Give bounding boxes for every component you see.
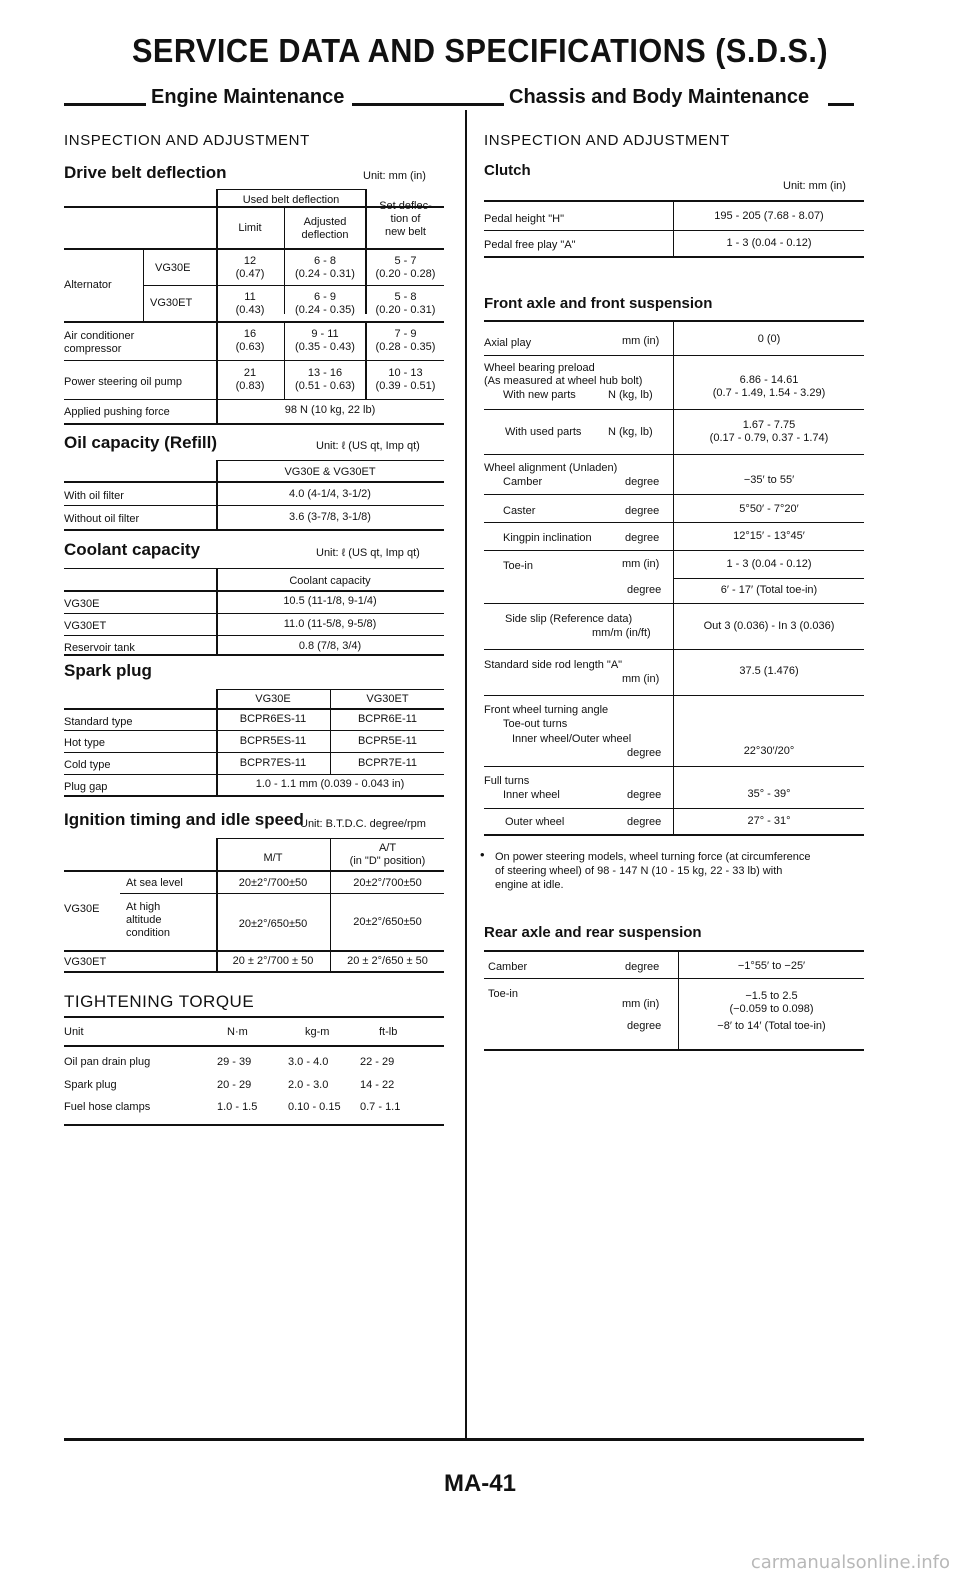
cell: BCPR7E-11 [357, 757, 418, 769]
ps-label: Power steering oil pump [64, 376, 183, 388]
cell: 5 - 7 (0.20 - 0.28) [375, 255, 436, 280]
divider [352, 103, 504, 106]
unit-label: degree [625, 532, 660, 544]
cell: 20 ± 2°/650 ± 50 [347, 955, 428, 967]
cell: BCPR5E-11 [357, 735, 418, 747]
unit-label: degree [627, 1020, 662, 1032]
unit-label: mm (in) [622, 558, 660, 570]
wbp-label: Wheel bearing preload (As measured at wheel hub bolt) [484, 362, 643, 387]
unit-label: degree [625, 505, 660, 517]
cell: 20±2°/650±50 [238, 918, 308, 930]
spark-col2: VG30ET [366, 693, 409, 705]
sea-label: At sea level [126, 877, 183, 889]
right-header: Chassis and Body Maintenance [509, 86, 810, 108]
sideslip-label: Side slip (Reference data) [505, 613, 633, 625]
wbp-used-value: 1.67 - 7.75 (0.17 - 0.79, 0.37 - 1.74) [709, 419, 829, 444]
cell: 0.10 - 0.15 [288, 1101, 341, 1113]
vg30e-label: VG30E [155, 262, 191, 274]
row-label: VG30ET [64, 620, 107, 632]
toein-mm: 1 - 3 (0.04 - 0.12) [726, 558, 812, 570]
unit-label: Unit: B.T.D.C. degree/rpm [300, 818, 426, 830]
unit-label: Unit: ℓ (US qt, Imp qt) [316, 440, 420, 452]
clutch-heading: Clutch [484, 162, 531, 179]
inner-label: Inner wheel [503, 789, 560, 801]
oil-heading: Oil capacity (Refill) [64, 433, 218, 452]
unit-label: degree [625, 961, 660, 973]
cell: 6 - 8 (0.24 - 0.31) [295, 255, 355, 280]
unit-label: N (kg, lb) [608, 389, 653, 401]
divider [64, 103, 146, 106]
rear-camber-value: −1°55′ to −25′ [737, 960, 806, 972]
coolant-heading: Coolant capacity [64, 540, 201, 559]
coolant-col: Coolant capacity [289, 575, 371, 587]
vg30et-label: VG30ET [64, 956, 107, 968]
unit-label: degree [625, 476, 660, 488]
caster-label: Caster [503, 505, 536, 517]
col-limit: Limit [238, 222, 262, 234]
torque-heading: TIGHTENING TORQUE [64, 992, 255, 1011]
cell: 5 - 8 (0.20 - 0.31) [375, 291, 436, 316]
toeout-value: 22°30′/20° [743, 745, 795, 757]
divider [828, 103, 854, 106]
col-unit: Unit [64, 1026, 84, 1038]
row-label: Pedal free play "A" [484, 239, 576, 251]
unit-label: N (kg, lb) [608, 426, 653, 438]
unit-label: degree [627, 584, 662, 596]
caster-value: 5°50′ - 7°20′ [739, 503, 799, 515]
col-adjusted: Adjusted deflection [301, 216, 349, 241]
cell: BCPR7ES-11 [239, 757, 307, 769]
cell: 20±2°/700±50 [238, 877, 308, 889]
watermark: carmanualsonline.info [750, 1552, 950, 1573]
row-label: Cold type [64, 759, 111, 771]
alternator-label: Alternator [64, 279, 112, 291]
cell: 3.0 - 4.0 [288, 1056, 329, 1068]
cell: BCPR6ES-11 [239, 713, 307, 725]
row-label: Oil pan drain plug [64, 1056, 151, 1068]
toein-deg: 6′ - 17′ (Total toe-in) [720, 584, 818, 596]
row-label: Standard type [64, 716, 133, 728]
unit-label: degree [627, 747, 662, 759]
col-nm: N·m [227, 1026, 248, 1038]
row-label: VG30E [64, 598, 100, 610]
cell: 2.0 - 3.0 [288, 1079, 329, 1091]
row-value: 3.6 (3-7/8, 3-1/8) [289, 511, 371, 523]
section-heading: INSPECTION AND ADJUSTMENT [64, 132, 310, 149]
row-label: Fuel hose clamps [64, 1101, 151, 1113]
front-heading: Front axle and front suspension [484, 295, 713, 312]
wbp-new: With new parts [503, 389, 576, 401]
cell: 13 - 16 (0.51 - 0.63) [295, 367, 355, 392]
cell: BCPR6E-11 [357, 713, 418, 725]
unit-label: degree [627, 789, 662, 801]
align-label: Wheel alignment (Unladen) [484, 462, 618, 474]
fwta-label: Front wheel turning angle [484, 704, 609, 716]
fullturns-label: Full turns [484, 775, 530, 787]
rod-label: Standard side rod length "A" [484, 659, 623, 671]
camber-label: Camber [503, 476, 543, 488]
spark-col1: VG30E [255, 693, 291, 705]
inout-label: Inner wheel/Outer wheel [512, 733, 632, 745]
wbp-new-value: 6.86 - 14.61 (0.7 - 1.49, 1.54 - 3.29) [712, 374, 826, 399]
cell: 7 - 9 (0.28 - 0.35) [375, 328, 436, 353]
front-note: On power steering models, wheel turning force (at circumference of steering wheel) of 98 - 147 N (10 - 15 kg, 22 - 33 lb) with engine at idle. [495, 851, 811, 891]
col-at: A/T (in "D" position) [349, 842, 426, 867]
col-kgm: kg-m [305, 1026, 330, 1038]
unit-label: Unit: mm (in) [783, 180, 846, 192]
row-value: 195 - 205 (7.68 - 8.07) [714, 210, 824, 222]
sideslip-value: Out 3 (0.036) - In 3 (0.036) [703, 620, 835, 632]
column-divider [465, 110, 467, 1440]
ignition-heading: Ignition timing and idle speed [64, 810, 304, 829]
toein-label: Toe-in [488, 988, 518, 1000]
outer-value: 27° - 31° [747, 815, 791, 827]
unit-label: mm (in) [622, 335, 660, 347]
cell: 29 - 39 [217, 1056, 252, 1068]
cell: 21 (0.83) [235, 367, 265, 392]
cell: 1.0 - 1.5 [217, 1101, 258, 1113]
unit-label: Unit: ℓ (US qt, Imp qt) [316, 547, 420, 559]
rear-toein-mm: −1.5 to 2.5 (−0.059 to 0.098) [729, 990, 814, 1015]
bottom-rule [64, 1438, 864, 1441]
row-value: 11.0 (11-5/8, 9-5/8) [283, 618, 377, 630]
vg30et-label: VG30ET [150, 297, 193, 309]
rear-heading: Rear axle and rear suspension [484, 924, 702, 941]
rear-toein-deg: −8′ to 14′ (Total toe-in) [717, 1020, 826, 1032]
camber-label: Camber [488, 961, 528, 973]
toeout-label: Toe-out turns [503, 718, 568, 730]
row-label: Pedal height "H" [484, 213, 564, 225]
row-label: Spark plug [64, 1079, 117, 1091]
vg30e-label: VG30E [64, 903, 100, 915]
kingpin-value: 12°15′ - 13°45′ [733, 530, 805, 542]
row-value: 4.0 (4-1/4, 3-1/2) [289, 488, 371, 500]
drive-belt-heading: Drive belt deflection [64, 163, 227, 182]
cell: 22 - 29 [360, 1056, 395, 1068]
row-value: 1 - 3 (0.04 - 0.12) [726, 237, 812, 249]
outer-label: Outer wheel [505, 816, 565, 828]
push-value: 98 N (10 kg, 22 lb) [284, 404, 376, 416]
rod-value: 37.5 (1.476) [739, 665, 799, 677]
camber-value: −35′ to 55′ [743, 474, 795, 486]
row-value: 10.5 (11-1/8, 9-1/4) [283, 595, 377, 607]
cell: 20 - 29 [217, 1079, 252, 1091]
unit-label: Unit: mm (in) [363, 170, 426, 182]
unit-label: mm (in) [622, 998, 660, 1010]
kingpin-label: Kingpin inclination [503, 532, 592, 544]
high-label: At high altitude condition [126, 901, 171, 939]
inner-value: 35° - 39° [747, 788, 791, 800]
row-label: Reservoir tank [64, 642, 135, 654]
oil-col: VG30E & VG30ET [284, 466, 376, 478]
col-set: Set deflec- tion of new belt [379, 200, 432, 238]
page-title: SERVICE DATA AND SPECIFICATIONS (S.D.S.) [131, 32, 829, 69]
cell: 14 - 22 [360, 1079, 395, 1091]
cell: 0.7 - 1.1 [360, 1101, 401, 1113]
axial-label: Axial play [484, 337, 532, 349]
ac-label: Air conditioner compressor [64, 330, 135, 355]
left-header: Engine Maintenance [151, 86, 345, 108]
cell: 6 - 9 (0.24 - 0.35) [295, 291, 355, 316]
unit-label: mm/m (in/ft) [592, 627, 651, 639]
cell: 16 (0.63) [235, 328, 265, 353]
cell: 10 - 13 (0.39 - 0.51) [375, 367, 436, 392]
cell: 11 (0.43) [235, 291, 265, 316]
page-number: MA-41 [443, 1470, 516, 1497]
col-ftlb: ft-lb [379, 1026, 398, 1038]
row-value: 0.8 (7/8, 3/4) [298, 640, 362, 652]
unit-label: degree [627, 816, 662, 828]
toein-label: Toe-in [503, 560, 533, 572]
cell: 20 ± 2°/700 ± 50 [232, 955, 314, 967]
row-label: Hot type [64, 737, 105, 749]
bullet-icon: • [480, 847, 485, 862]
col-mt: M/T [263, 852, 283, 864]
unit-label: mm (in) [622, 673, 660, 685]
row-label: Without oil filter [64, 513, 140, 525]
wbp-used: With used parts [505, 426, 582, 438]
gap-value: 1.0 - 1.1 mm (0.039 - 0.043 in) [255, 778, 405, 790]
push-label: Applied pushing force [64, 406, 170, 418]
cell: 20±2°/650±50 [353, 916, 422, 928]
cell: BCPR5ES-11 [239, 735, 307, 747]
spark-heading: Spark plug [64, 661, 152, 680]
section-heading: INSPECTION AND ADJUSTMENT [484, 132, 730, 149]
cell: 20±2°/700±50 [353, 877, 422, 889]
axial-value: 0 (0) [757, 333, 781, 345]
row-label: With oil filter [64, 490, 124, 502]
cell: 9 - 11 (0.35 - 0.43) [295, 328, 355, 353]
row-label: Plug gap [64, 781, 108, 793]
cell: 12 (0.47) [235, 255, 265, 280]
col-used-belt: Used belt deflection [242, 194, 340, 206]
